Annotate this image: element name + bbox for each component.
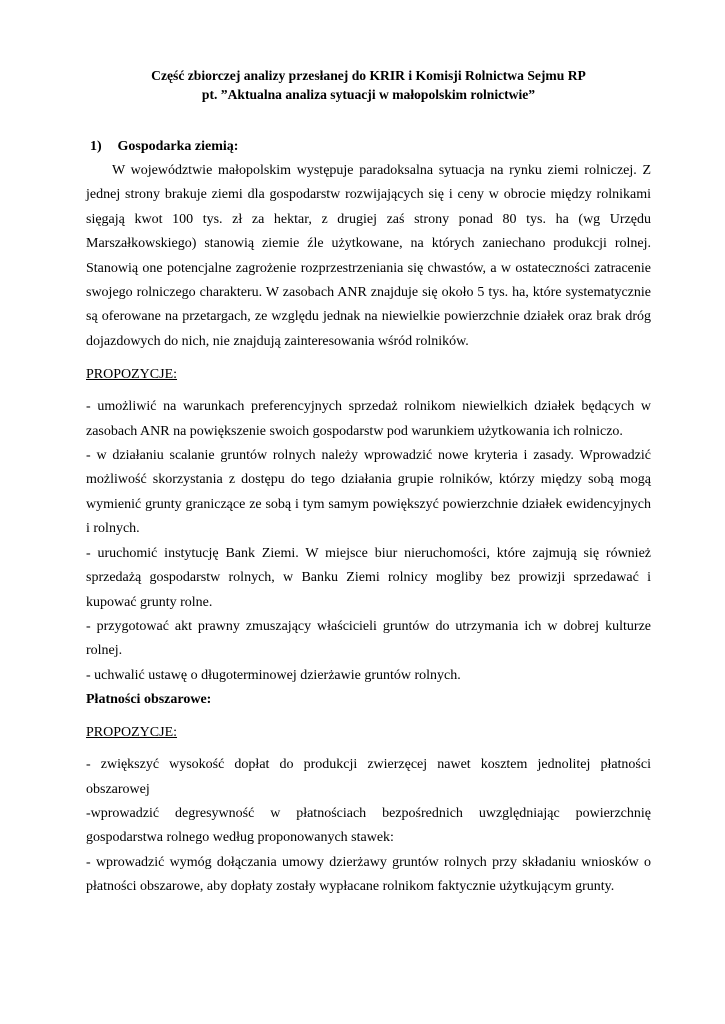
section-2-proposal-1: - zwiększyć wysokość dopłat do produkcji zwierzęcej nawet kosztem jednolitej płatności obszarowej [86, 757, 651, 797]
section-1-proposal-1: - umożliwić na warunkach preferencyjnych sprzedaż rolnikom niewielkich działek będących w zasobach ANR na powiększenie swoich gospodarstw pod warunkiem użytkowania ich rolniczo. [86, 399, 651, 439]
section-1-proposal-4: - przygotować akt prawny zmuszający właścicieli gruntów do utrzymania ich w dobrej kulturze rolnej. [86, 618, 651, 659]
section-1-number: 1) [90, 139, 102, 154]
title-line-2: pt. ”Aktualna analiza sytuacji w małopolskim rolnictwie” [201, 87, 536, 102]
section-1-paragraph: W województwie małopolskim występuje paradoksalna sytuacja na rynku ziemi rolniczej. Z jednej strony brakuje ziemi dla gospodarstw rozwijających się i ceny w obrocie między rolnikami sięgają kwot 100 tys. zł za hektar, z drugiej zaś strony ponad 80 tys. ha (wg Urzędu Marszałkowskiego) stanowią ziemie źle użytkowane, na których zaniechano produkcji rolnej. Stanowią one potencjalne zagrożenie rozprzestrzeniania się chwastów, a w ostateczności zatracenie swojego rolniczego charakteru. W zasobach ANR znajduje się około 5 tys. ha, które systematycznie są oferowane na przetargach, ze względu jednak na niewielkie powierzchnie działek oraz brak dróg dojazdowych do nich, nie znajdują zainteresowania wśród rolników. [86, 163, 651, 349]
section-2-proposal-3: - wprowadzić wymóg dołączania umowy dzierżawy gruntów rolnych przy składaniu wniosków o płatności obszarowe, aby dopłaty zostały wypłacane rolnikom faktycznie użytkującym grunty. [86, 854, 651, 895]
section-1-proposal-3: - uruchomić instytucję Bank Ziemi. W miejsce biur nieruchomości, które zajmują się również sprzedażą gospodarstw rolnych, w Banku Ziemi rolnicy mogliby bez prowizji sprzedawać i kupować grunty rolne. [86, 545, 651, 610]
section-1-heading [86, 135, 651, 159]
section-2-proposal-2: -wprowadzić degresywność w płatnościach bezpośrednich uwzględniając powierzchnię gospodarstwa rolnego według proponowanych stawek: [86, 805, 651, 846]
title-line-1: Część zbiorczej analizy przesłanej do KRIR i Komisji Rolnictwa Sejmu RP [151, 68, 586, 83]
document-title [86, 66, 651, 104]
section-2-proposals-label: PROPOZYCJE: [86, 725, 178, 741]
section-1-proposals-label: PROPOZYCJE: [86, 367, 178, 383]
section-2-heading: Płatności obszarowe: [86, 692, 212, 708]
section-1-proposal-5: - uchwalić ustawę o długoterminowej dzierżawie gruntów rolnych. [86, 667, 461, 683]
section-1-title: Gospodarka ziemią: [117, 139, 239, 154]
section-1-proposal-2: - w działaniu scalanie gruntów rolnych należy wprowadzić nowe kryteria i zasady. Wprowadzić możliwość skorzystania z dostępu do tego działania grupie rolników, którzy między sobą mogą wymienić grunty graniczące ze sobą i tym samym powiększyć powierzchnie działek ewidencyjnych i rolnych. [86, 448, 651, 537]
